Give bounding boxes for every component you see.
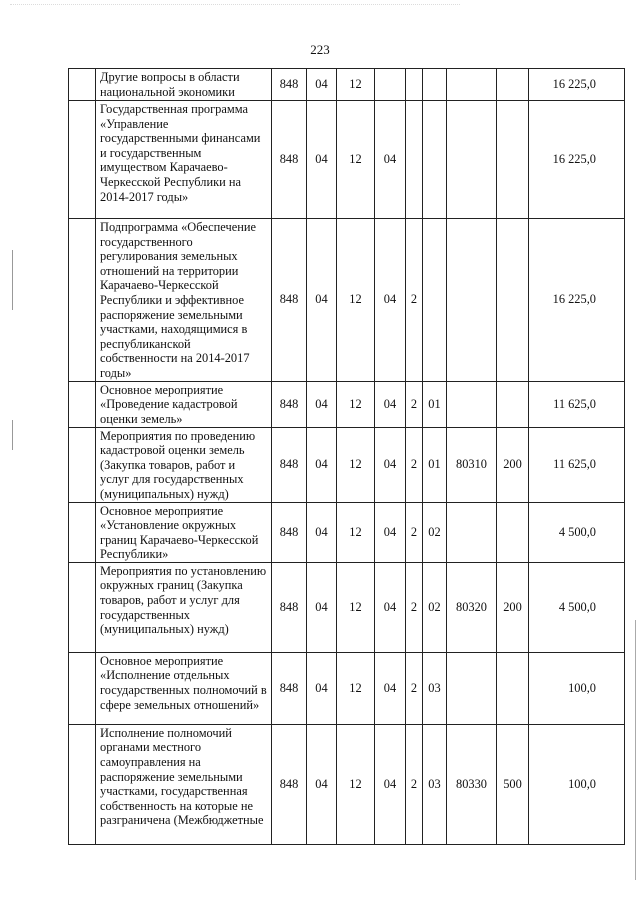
cell-section: 04 — [307, 219, 337, 382]
cell-program: 04 — [375, 724, 406, 844]
cell-program — [375, 69, 406, 101]
cell-ministry: 848 — [272, 502, 307, 562]
cell-amount: 4 500,0 — [529, 502, 625, 562]
cell-section: 04 — [307, 562, 337, 652]
cell-section: 04 — [307, 381, 337, 427]
table-row — [69, 427, 625, 502]
cell-subsection: 12 — [337, 652, 375, 724]
cell-direction — [447, 69, 497, 101]
cell-expense-type — [497, 69, 529, 101]
cell-subprogram: 2 — [406, 381, 423, 427]
cell-ministry: 848 — [272, 652, 307, 724]
cell-ministry: 848 — [272, 427, 307, 502]
cell-direction: 80310 — [447, 427, 497, 502]
cell-name: Мероприятия по проведению кадастровой оценки земель (Закупка товаров, работ и услуг для государственных (муниципальных) нужд) — [96, 427, 272, 502]
table-row — [69, 652, 625, 724]
cell-subprogram — [406, 101, 423, 219]
cell-section: 04 — [307, 502, 337, 562]
cell-direction — [447, 652, 497, 724]
cell-name: Мероприятия по установлению окружных границ (Закупка товаров, работ и услуг для государственных (муниципальных) нужд) — [96, 562, 272, 652]
table-row — [69, 562, 625, 652]
cell-program: 04 — [375, 652, 406, 724]
row-number-cell — [69, 219, 96, 382]
row-number-cell — [69, 381, 96, 427]
cell-name: Основное мероприятие «Исполнение отдельных государственных полномочий в сфере земельных отношений» — [96, 652, 272, 724]
cell-program: 04 — [375, 381, 406, 427]
cell-section: 04 — [307, 724, 337, 844]
cell-main-event — [423, 101, 447, 219]
cell-direction — [447, 219, 497, 382]
row-number-cell — [69, 69, 96, 101]
cell-subprogram — [406, 69, 423, 101]
cell-subsection: 12 — [337, 69, 375, 101]
row-number-cell — [69, 562, 96, 652]
cell-section: 04 — [307, 69, 337, 101]
cell-name: Подпрограмма «Обеспечение государственного регулирования земельных отношений на территории Карачаево-Черкесской Республики и эффективное распоряжение земельными участками, находящимися в республиканской собственности на 2014-2017 годы» — [96, 219, 272, 382]
cell-subsection: 12 — [337, 427, 375, 502]
cell-expense-type — [497, 219, 529, 382]
cell-direction — [447, 502, 497, 562]
cell-amount: 100,0 — [529, 724, 625, 844]
cell-subsection: 12 — [337, 219, 375, 382]
cell-amount: 16 225,0 — [529, 101, 625, 219]
cell-direction: 80320 — [447, 562, 497, 652]
table-row — [69, 724, 625, 844]
row-number-cell — [69, 652, 96, 724]
cell-subsection: 12 — [337, 724, 375, 844]
table-row — [69, 381, 625, 427]
cell-expense-type: 200 — [497, 562, 529, 652]
table-row — [69, 219, 625, 382]
cell-program: 04 — [375, 562, 406, 652]
cell-ministry: 848 — [272, 724, 307, 844]
row-number-cell — [69, 502, 96, 562]
cell-main-event — [423, 69, 447, 101]
cell-main-event: 01 — [423, 427, 447, 502]
cell-expense-type — [497, 101, 529, 219]
scan-margin-mark — [12, 250, 13, 310]
cell-section: 04 — [307, 427, 337, 502]
cell-direction — [447, 381, 497, 427]
cell-subprogram: 2 — [406, 724, 423, 844]
cell-amount: 4 500,0 — [529, 562, 625, 652]
budget-table — [68, 68, 625, 845]
cell-expense-type: 200 — [497, 427, 529, 502]
cell-program: 04 — [375, 427, 406, 502]
cell-name: Другие вопросы в области национальной экономики — [96, 69, 272, 101]
cell-subsection: 12 — [337, 381, 375, 427]
cell-main-event: 02 — [423, 562, 447, 652]
cell-subsection: 12 — [337, 562, 375, 652]
cell-expense-type — [497, 652, 529, 724]
cell-expense-type — [497, 502, 529, 562]
cell-amount: 16 225,0 — [529, 219, 625, 382]
cell-subsection: 12 — [337, 101, 375, 219]
cell-ministry: 848 — [272, 101, 307, 219]
cell-expense-type — [497, 381, 529, 427]
cell-main-event: 03 — [423, 652, 447, 724]
cell-name: Исполнение полномочий органами местного самоуправления на распоряжение земельными участками, государственная собственность на которые не разграничена (Межбюджетные — [96, 724, 272, 844]
table-row — [69, 69, 625, 101]
cell-expense-type: 500 — [497, 724, 529, 844]
cell-main-event — [423, 219, 447, 382]
page-number: 223 — [310, 42, 330, 57]
cell-section: 04 — [307, 652, 337, 724]
cell-name: Основное мероприятие «Установление окружных границ Карачаево-Черкесской Республики» — [96, 502, 272, 562]
cell-main-event: 01 — [423, 381, 447, 427]
row-number-cell — [69, 101, 96, 219]
cell-ministry: 848 — [272, 69, 307, 101]
cell-amount: 100,0 — [529, 652, 625, 724]
cell-ministry: 848 — [272, 381, 307, 427]
cell-amount: 11 625,0 — [529, 381, 625, 427]
cell-main-event: 03 — [423, 724, 447, 844]
row-number-cell — [69, 724, 96, 844]
scan-margin-mark — [635, 620, 636, 880]
cell-amount: 16 225,0 — [529, 69, 625, 101]
cell-direction: 80330 — [447, 724, 497, 844]
cell-name: Основное мероприятие «Проведение кадастровой оценки земель» — [96, 381, 272, 427]
cell-program: 04 — [375, 219, 406, 382]
scan-margin-mark — [12, 420, 13, 450]
cell-section: 04 — [307, 101, 337, 219]
cell-subprogram: 2 — [406, 562, 423, 652]
cell-program: 04 — [375, 502, 406, 562]
cell-program: 04 — [375, 101, 406, 219]
cell-ministry: 848 — [272, 562, 307, 652]
cell-subprogram: 2 — [406, 502, 423, 562]
cell-name: Государственная программа «Управление государственными финансами и государственным имуществом Карачаево-Черкесской Республики на 2014-2017 годы» — [96, 101, 272, 219]
cell-subprogram: 2 — [406, 219, 423, 382]
cell-main-event: 02 — [423, 502, 447, 562]
row-number-cell — [69, 427, 96, 502]
cell-ministry: 848 — [272, 219, 307, 382]
cell-subprogram: 2 — [406, 427, 423, 502]
scan-artifact — [10, 4, 460, 19]
cell-subprogram: 2 — [406, 652, 423, 724]
table-row — [69, 502, 625, 562]
cell-subsection: 12 — [337, 502, 375, 562]
cell-direction — [447, 101, 497, 219]
cell-amount: 11 625,0 — [529, 427, 625, 502]
table-row — [69, 101, 625, 219]
